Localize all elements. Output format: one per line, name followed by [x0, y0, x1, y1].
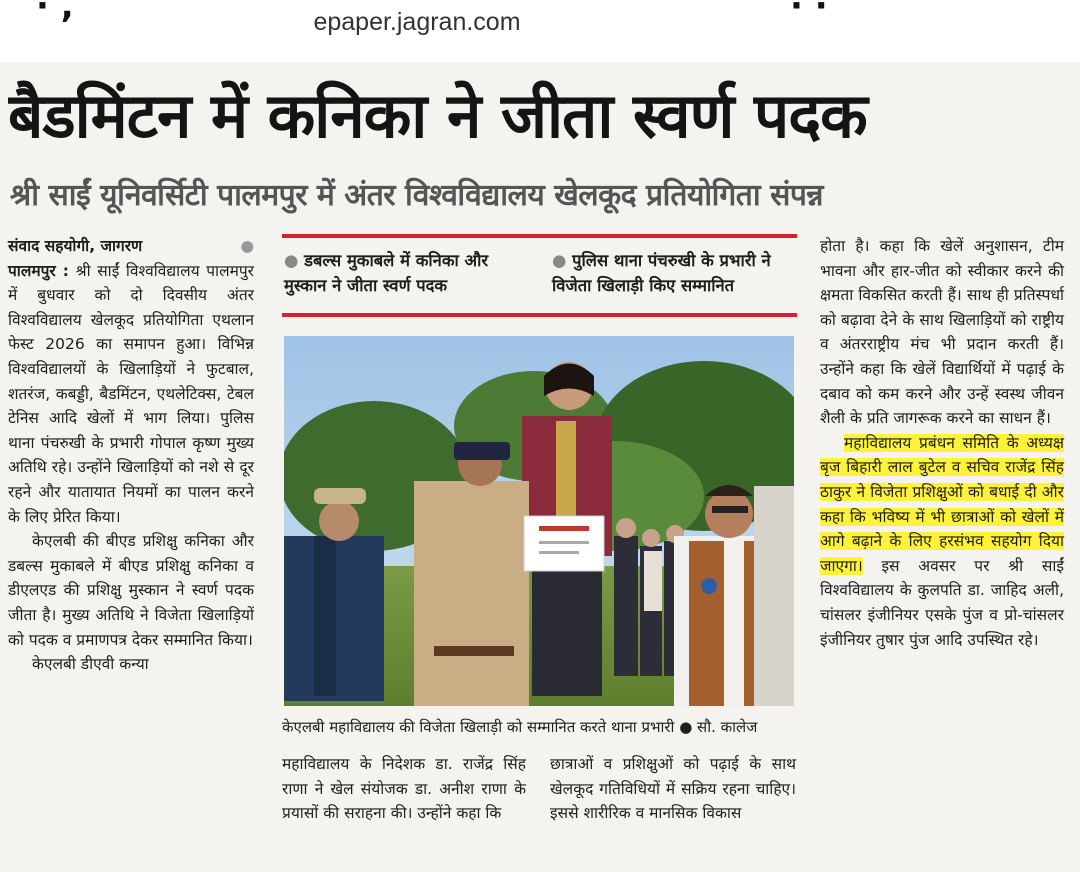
bullet-icon: ●	[284, 251, 305, 270]
callout-box	[282, 242, 797, 312]
callout-1-text: डबल्स मुकाबले में कनिका और मुस्कान ने जीता स्वर्ण पदक	[284, 251, 489, 295]
article-column-4	[820, 234, 1064, 652]
callout-bottom-rule	[282, 313, 797, 317]
column-1-paragraph-3: केएलबी डीएवी कन्या	[32, 655, 149, 674]
bullet-icon: ●	[240, 237, 254, 255]
dateline: पालमपुर :	[8, 261, 70, 280]
headline: बैडमिंटन में कनिका ने जीता स्वर्ण पदक	[8, 79, 867, 152]
highlighted-text: महाविद्यालय प्रबंधन समिति के अध्यक्ष बृज बिहारी लाल बुटेल व सचिव राजेंद्र सिंह ठाकुर ने विजेता प्रशिक्षुओं को बधाई दी और कहा कि भविष्य में भी छात्राओं को खेलों में आगे बढ़ाने के लिए हरसंभव सहयोग दिया जाएगा।	[820, 433, 1064, 575]
callout-2	[552, 248, 797, 298]
column-1-paragraph-2: केएलबी की बीएड प्रशिक्षु कनिका और डबल्स मुकाबले में बीएड प्रशिक्षु कनिका व डीएलएड की प्रशिक्षु मुस्कान ने स्वर्ण पदक जीता है। मुख्य अतिथि ने विजेता खिलाड़ियों को पदक व प्रमाणपत्र देकर सम्मानित किया।	[8, 532, 254, 649]
subheadline: श्री साईं यूनिवर्सिटी पालमपुर में अंतर विश्वविद्यालय खेलकूद प्रतियोगिता संपन्न	[10, 178, 824, 213]
article-column-1	[8, 234, 254, 677]
column-2-text: महाविद्यालय के निदेशक डा. राजेंद्र सिंह राणा ने खेल संयोजक डा. अनीश राणा के प्रयासों की सराहना की। उन्होंने कहा कि	[282, 755, 526, 823]
column-4-paragraph-2: इस अवसर पर श्री साईं विश्वविद्यालय के कुलपति डा. जाहिद अली, चांसलर इंजीनियर एसके पुंज व प्रो-चांसलर इंजीनियर तुषार पुंज आदि उपस्थित रहे।	[820, 556, 1064, 649]
site-url[interactable]: epaper.jagran.com	[313, 8, 521, 36]
byline: संवाद सहयोगी, जागरण	[8, 237, 143, 255]
callout-2-text: पुलिस थाना पंचरुखी के प्रभारी ने विजेता खिलाड़ी किए सम्मानित	[552, 251, 771, 295]
top-strip	[0, 0, 1080, 56]
column-4-paragraph-1: होता है। कहा कि खेलें अनुशासन, टीम भावना और हार-जीत को स्वीकार करने की क्षमता विकसित करती हैं। साथ ही प्रतिस्पर्धा को बढ़ावा देने के साथ खिलाड़ियों को राष्ट्रीय व अंतरराष्ट्रीय मंच भी प्रदान करती हैं। उन्होंने कहा कि खेलें विद्यार्थियों में पढ़ाई के दबाव को कम करने और उन्हें स्वस्थ जीवन शैली के प्रति जागरूक करने का साधन हैं।	[820, 237, 1064, 428]
cropped-masthead-left: · ,	[36, 0, 74, 26]
award-ceremony-photo	[284, 336, 794, 706]
article-column-3	[550, 752, 796, 826]
bullet-icon: ●	[552, 251, 573, 270]
column-1-paragraph-1: श्री साईं विश्वविद्यालय पालमपुर में बुधवार को दो दिवसीय अंतर विश्वविद्यालय खेलकूद प्रतियोगिता एथलान फेस्ट 2026 का समापन हुआ। विभिन्न विश्वविद्यालयों के खिलाड़ियों ने फुटबाल, शतरंज, कबड्डी, बैडमिंटन, एथलेटिक्स, टेबल टेनिस आदि खेलों में भाग लिया। पुलिस थाना पंचरुखी के प्रभारी गोपाल कृष्ण मुख्य अतिथि रहे। उन्होंने खिलाड़ियों को नशे से दूर रहने और यातायात नियमों का पालन करने के लिए प्रेरित किया।	[8, 261, 254, 526]
callout-1	[284, 248, 524, 298]
callout-top-rule	[282, 234, 797, 238]
photo-caption: केएलबी महाविद्यालय की विजेता खिलाड़ी को सम्मानित करते थाना प्रभारी ● सौ. कालेज	[282, 718, 758, 736]
cropped-masthead-right: · ·	[790, 0, 828, 26]
column-3-text: छात्राओं व प्रशिक्षुओं को पढ़ाई के साथ खेलकूद गतिविधियों में सक्रिय रहना चाहिए। इससे शारीरिक व मानसिक विकास	[550, 755, 796, 823]
article-column-2	[282, 752, 526, 826]
